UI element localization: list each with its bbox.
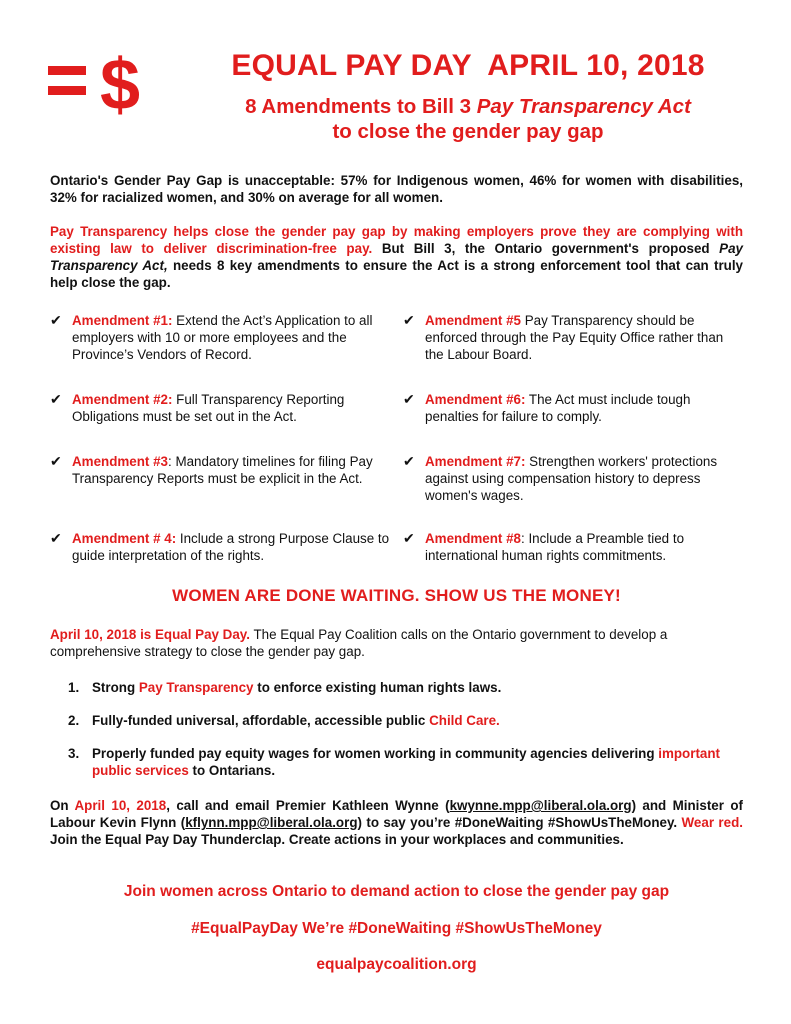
amendment-text: Strengthen workers' protections against using compensation history to depress women's wages. [425,454,718,503]
demand-text: to enforce existing human rights laws. [253,680,502,695]
amendment-label: Amendment # 4: [72,531,177,546]
demand-text: Fully-funded universal, affordable, accessible public [92,713,430,728]
amendment-text: Extend the Act’s Application to all employers with 10 or more employees and the Province’s Vendors of Record. [72,313,373,362]
demand-text: to Ontarians. [188,763,276,778]
transparency-text-b: needs 8 key amendments to ensure the Act is a strong enforcement tool that can truly help close the gap. [50,258,744,290]
transparency-paragraph [50,223,743,291]
amendment-label: Amendment #1: [72,313,173,328]
amendment-text: Pay Transparency should be enforced through the Pay Equity Office rather than the Labour Board. [425,313,724,362]
demand-text: Strong [92,680,139,695]
call-date: April 10, 2018 [74,798,167,813]
demand-highlight: Pay Transparency [138,680,254,695]
check-icon: ✔ [403,312,415,328]
check-icon: ✔ [403,391,415,407]
check-icon: ✔ [50,391,62,407]
demand-number: 1. [68,680,80,695]
amendment-text: The Act must include tough penalties for failure to comply. [425,392,691,424]
svg-text:$: $ [99,46,141,118]
call-text: , call and email Premier Kathleen Wynne ( [166,798,450,813]
minister-email-link[interactable]: kflynn.mpp@liberal.ola.org [185,815,358,830]
demand-highlight: Child Care. [429,713,500,728]
amendment-text: : Include a Preamble tied to international human rights commitments. [425,531,685,563]
intro-paragraph: Ontario's Gender Pay Gap is unacceptable: 57% for Indigenous women, 46% for women with disabilities, 32% for racialized women, and 30% on average for all women. [50,173,743,205]
wear-red-text: Wear red. [681,815,743,830]
amendment-label: Amendment #5 [425,313,521,328]
subtitle-act-name: Pay Transparency Act [476,95,691,118]
amendment-label: Amendment #2: [72,392,173,407]
call-text: Join the Equal Pay Day Thunderclap. Create actions in your workplaces and communities. [50,832,624,847]
call-text: ) and Minister of Labour Kevin Flynn ( [50,798,744,830]
demand-highlight: important public services [92,746,720,778]
april-text: The Equal Pay Coalition calls on the Ontario government to develop a comprehensive strategy to close the gender pay gap. [50,627,668,659]
done-waiting-banner: WOMEN ARE DONE WAITING. SHOW US THE MONEY! [172,586,621,605]
transparency-text-a: But Bill 3, the Ontario government's proposed [372,241,720,256]
footer-hashtags: #EqualPayDay We’re #DoneWaiting #ShowUsTheMoney [191,920,602,937]
april-red-text: April 10, 2018 is Equal Pay Day. [50,627,250,642]
check-icon: ✔ [403,453,415,469]
call-text: On [50,798,75,813]
check-icon: ✔ [50,453,62,469]
demand-text: Properly funded pay equity wages for women working in community agencies delivering [92,746,659,761]
footer-join-line: Join women across Ontario to demand action to close the gender pay gap [123,883,670,900]
amendment-text: Full Transparency Reporting Obligations must be set out in the Act. [72,392,345,424]
footer-website-link[interactable]: equalpaycoalition.org [316,956,477,973]
equal-pay-logo [44,46,154,118]
amendment-label: Amendment #8 [425,531,521,546]
check-icon: ✔ [50,312,62,328]
page-subtitle [178,94,758,144]
amendment-text: Include a strong Purpose Clause to guide interpretation of the rights. [72,531,390,563]
check-icon: ✔ [403,530,415,546]
call-to-action-paragraph [50,797,743,848]
april-paragraph [50,626,743,660]
subtitle-prefix: 8 Amendments to Bill 3 [245,95,477,118]
amendment-label: Amendment #3 [72,454,168,469]
amendment-label: Amendment #7: [425,454,526,469]
call-text: ) to say you’re #DoneWaiting #ShowUsTheMoney. [357,815,682,830]
page-title: EQUAL PAY DAY APRIL 10, 2018 [231,49,705,82]
demand-number: 3. [68,746,80,761]
amendment-text: : Mandatory timelines for filing Pay Transparency Reports must be explicit in the Act. [72,454,373,486]
transparency-act-name: Pay Transparency Act, [50,241,743,273]
subtitle-line2: to close the gender pay gap [332,120,604,143]
transparency-red-text: Pay Transparency helps close the gender pay gap by making employers prove they are complying with existing law to deliver discrimination-free pay. [50,224,743,256]
premier-email-link[interactable]: kwynne.mpp@liberal.ola.org [449,798,632,813]
demand-number: 2. [68,713,80,728]
check-icon: ✔ [50,530,62,546]
amendment-label: Amendment #6: [425,392,526,407]
